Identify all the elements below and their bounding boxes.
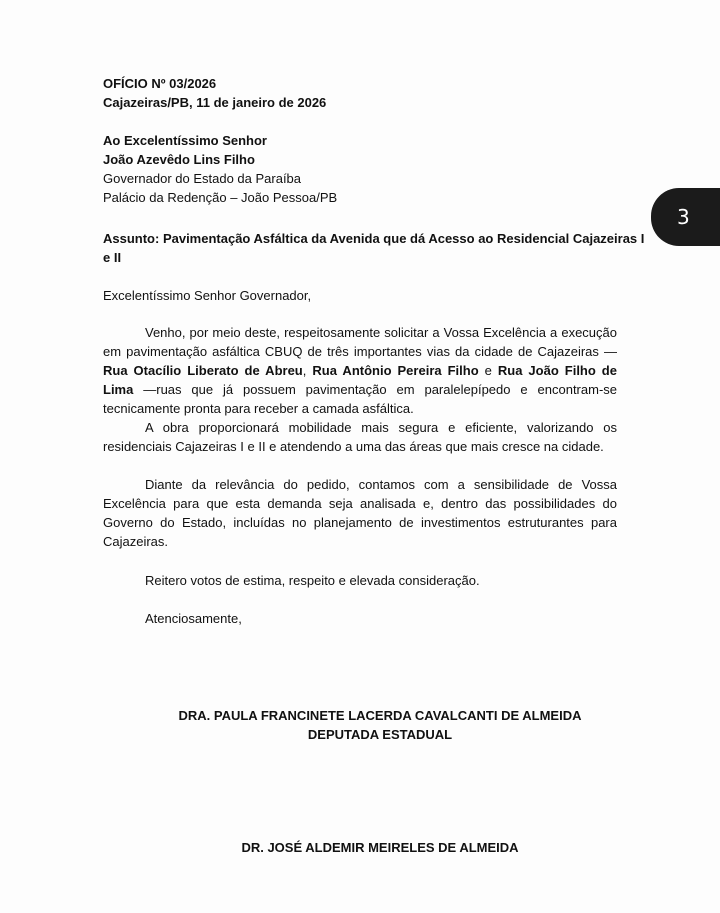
greeting: Excelentíssimo Senhor Governador,	[103, 288, 312, 303]
paragraph-1-intro: Venho, por meio deste, respeitosamente solicitar a Vossa Excelência a execução em pavimentação asfáltica CBUQ de três importantes vias da cidade de Cajazeiras —	[103, 325, 617, 359]
paragraph-3: Diante da relevância do pedido, contamos com a sensibilidade de Vossa Excelência para que esta demanda seja analisada e, dentro das possibilidades do Governo do Estado, incluídas no planejamento de investimentos estruturantes para Cajazeiras.	[103, 477, 617, 549]
page-number-badge: 3	[651, 188, 720, 246]
street-2: Rua Antônio Pereira Filho	[312, 363, 479, 378]
paragraph-1	[103, 323, 617, 418]
recipient-address: Palácio da Redenção – João Pessoa/PB	[103, 190, 338, 205]
paragraph-4: Reitero votos de estima, respeito e elevada consideração.	[145, 573, 480, 588]
street-3: Rua João Filho de Lima	[103, 363, 617, 397]
signature-2-name: DR. JOSÉ ALDEMIR MEIRELES DE ALMEIDA	[241, 840, 519, 855]
separator-2: e	[478, 363, 498, 378]
oficio-number: OFÍCIO Nº 03/2026	[103, 76, 217, 91]
place-and-date: Cajazeiras/PB, 11 de janeiro de 2026	[103, 95, 327, 110]
paragraph-2: A obra proporcionará mobilidade mais segura e eficiente, valorizando os residenciais Cajazeiras I e II e atendendo a uma das áreas que mais cresce na cidade.	[103, 420, 617, 454]
recipient-role: Governador do Estado da Paraíba	[103, 171, 302, 186]
recipient-name: João Azevêdo Lins Filho	[103, 152, 255, 167]
subject-line-1: Assunto: Pavimentação Asfáltica da Avenida que dá Acesso ao Residencial Cajazeiras I	[103, 231, 645, 246]
separator-1: ,	[302, 363, 313, 378]
signature-1-title: DEPUTADA ESTADUAL	[307, 727, 453, 742]
recipient-salutation: Ao Excelentíssimo Senhor	[103, 133, 267, 148]
closing: Atenciosamente,	[145, 611, 242, 626]
street-1: Rua Otacílio Liberato de Abreu	[103, 363, 303, 378]
paragraph-1-end: —ruas que já possuem pavimentação em paralelepípedo e encontram-se tecnicamente pronta para receber a camada asfáltica.	[103, 382, 617, 416]
signature-1-name: DRA. PAULA FRANCINETE LACERDA CAVALCANTI DE ALMEIDA	[178, 708, 582, 723]
subject-line-2: e II	[103, 250, 122, 265]
